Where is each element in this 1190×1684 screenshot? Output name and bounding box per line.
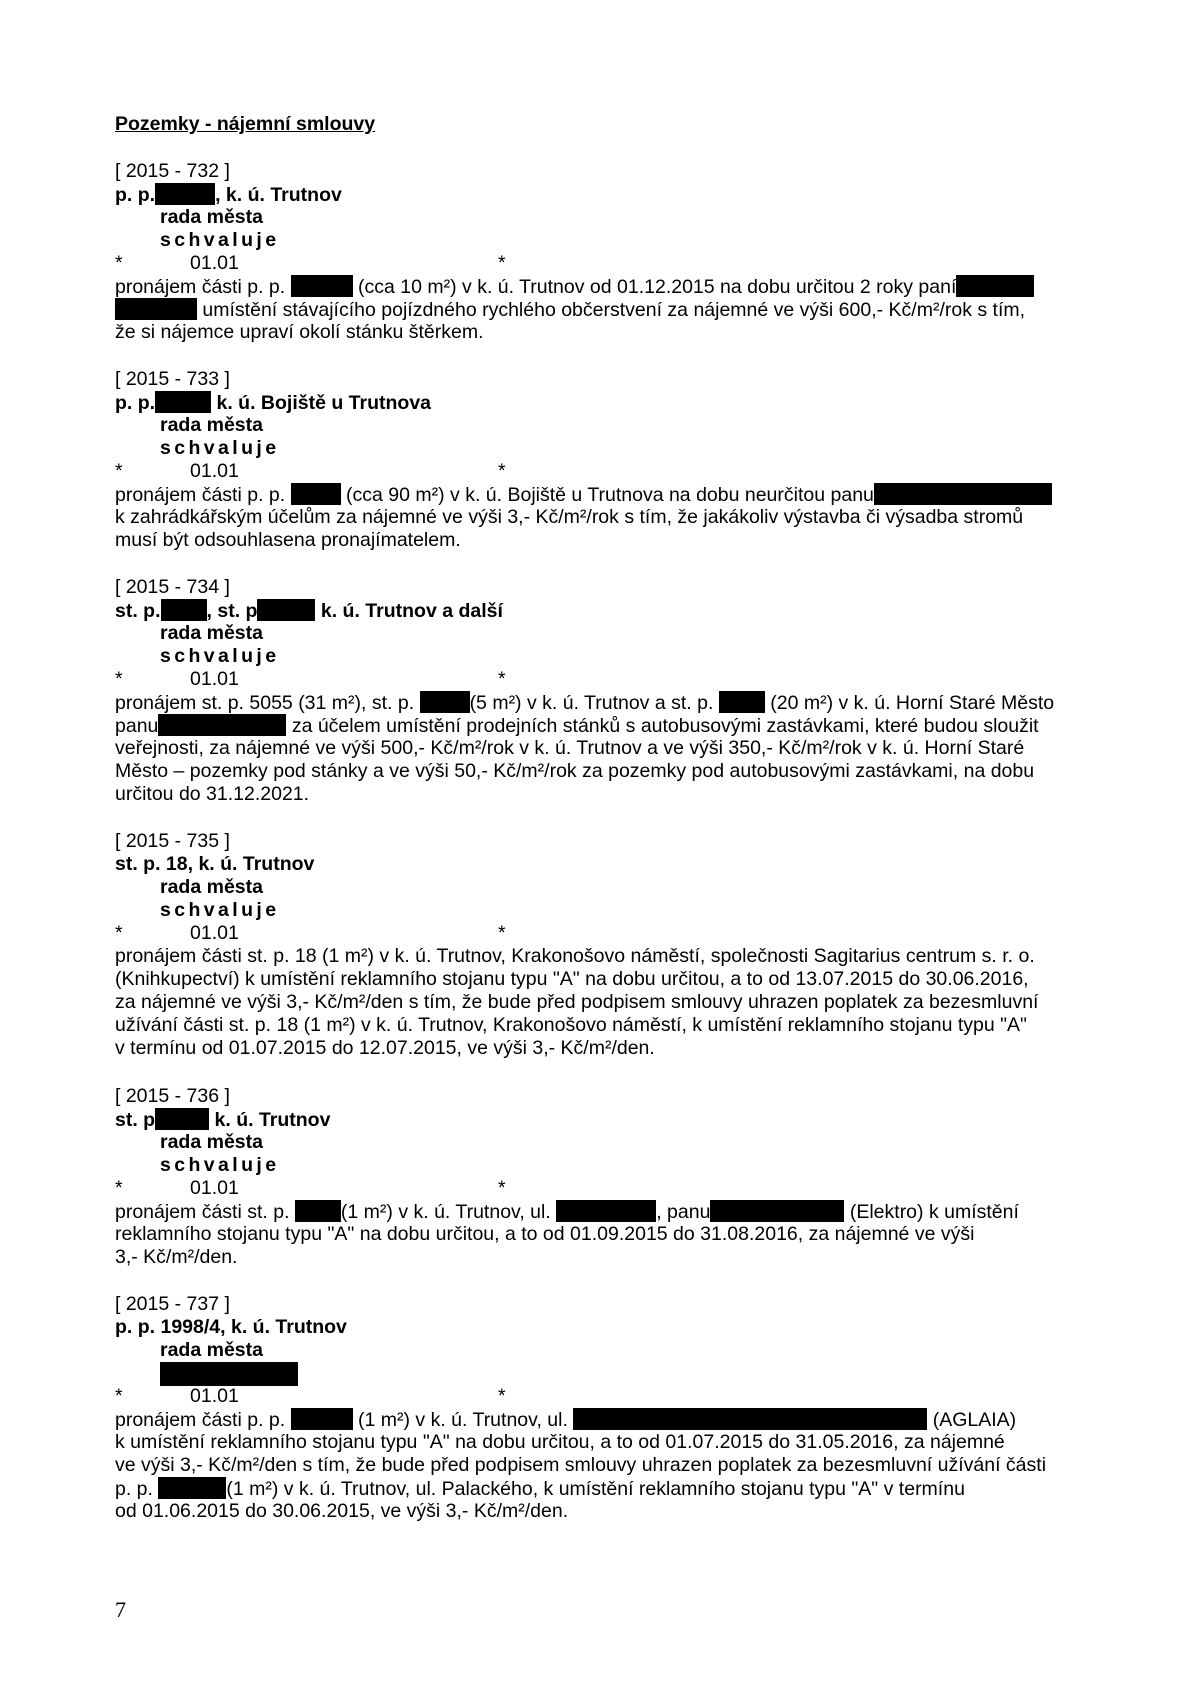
item-number-row: * 01.01 * — [115, 668, 506, 690]
resolution-text: pronájem části p. p. (cca 90 m²) v k. ú. Bojiště u Trutnova na dobu neurčitou panu k zahrádkářským účelům za nájemné ve výši 3,- Kč/m²/rok s tím, že jakákoliv výstavba či výsadba stromů musí být odsouhlasena pronajímatelem. — [115, 483, 1090, 552]
redaction — [291, 483, 341, 505]
item-number-row: * 01.01 * — [115, 460, 506, 482]
redaction — [155, 391, 211, 413]
resolution-text: pronájem části p. p. (1 m²) v k. ú. Trutnov, ul. (AGLAIA) k umístění reklamního stojanu typu "A" na dobu určitou, a to od 01.07.2015 do 31.05.2016, za nájemné ve výši 3,- Kč/m²/den s tím, že bude před podpisem smlouvy uhrazen poplatek za bezesmluvní užívání části p. p. (1 m²) v k. ú. Trutnov, ul. Palackého, k umístění reklamního stojanu typu "A" v termínu od 01.06.2015 do 30.06.2015, ve výši 3,- Kč/m²/den. — [115, 1409, 1047, 1522]
resolution-entry-734 — [115, 576, 1090, 806]
redaction — [874, 483, 1052, 505]
redaction — [719, 691, 765, 713]
resolution-ref: [ 2015 - 732 ] — [115, 160, 230, 182]
council-label: rada města — [160, 414, 263, 436]
resolution-ref: [ 2015 - 733 ] — [115, 368, 230, 390]
redaction — [115, 298, 197, 320]
item-number-row: * 01.01 * — [115, 922, 506, 944]
resolution-subject: p. p. k. ú. Bojiště u Trutnova — [115, 392, 432, 414]
redacted-line — [115, 1362, 1090, 1385]
redaction — [710, 1200, 844, 1222]
approves-label: schvaluje — [160, 229, 280, 251]
resolution-ref: [ 2015 - 737 ] — [115, 1293, 230, 1315]
resolution-entry-732 — [115, 160, 1090, 344]
resolution-text: pronájem části p. p. (cca 10 m²) v k. ú. Trutnov od 01.12.2015 na dobu určitou 2 roky paní umístění stávajícího pojízdného rychlého občerstvení za nájemné ve výši 600,- Kč/m²/rok s tím, že si nájemce upraví okolí stánku štěrkem. — [115, 275, 1090, 344]
resolution-subject: p. p. , k. ú. Trutnov — [115, 184, 342, 206]
redaction — [257, 599, 315, 621]
council-label: rada města — [160, 622, 263, 644]
approves-label: schvaluje — [160, 1154, 280, 1176]
council-label: rada města — [160, 1131, 263, 1153]
council-label: rada města — [160, 876, 263, 898]
redaction — [291, 275, 353, 297]
redaction — [573, 1408, 927, 1430]
resolution-entry-737 — [115, 1293, 1090, 1523]
section-heading: Pozemky - nájemní smlouvy — [115, 113, 376, 135]
approves-label: schvaluje — [160, 899, 280, 921]
resolution-entry-735 — [115, 830, 1090, 1060]
resolution-ref: [ 2015 - 736 ] — [115, 1085, 230, 1107]
redaction — [956, 275, 1034, 297]
redaction — [295, 1200, 341, 1222]
redaction — [160, 1362, 298, 1386]
resolution-entry-736 — [115, 1085, 1090, 1269]
resolution-ref: [ 2015 - 735 ] — [115, 830, 230, 852]
resolution-ref: [ 2015 - 734 ] — [115, 576, 230, 598]
redaction — [420, 691, 470, 713]
council-label: rada města — [160, 1339, 263, 1361]
item-number-row: * 01.01 * — [115, 1177, 506, 1199]
redaction — [158, 714, 286, 736]
redaction — [155, 183, 215, 205]
redaction — [161, 599, 207, 621]
resolution-subject: st. p. , st. p k. ú. Trutnov a další — [115, 600, 503, 622]
resolution-text: pronájem st. p. 5055 (31 m²), st. p. (5 m²) v k. ú. Trutnov a st. p. (20 m²) v k. ú. Horní Staré Město panu za účelem umístění prodejních stánků s autobusovými zastávkami, které budou sloužit veřejnosti, za nájemné ve výši 500,- Kč/m²/rok v k. ú. Trutnov a ve výši 350,- Kč/m²/rok v k. ú. Horní Staré Město – pozemky pod stánky a ve výši 50,- Kč/m²/rok za pozemky pod autobusovými zastávkami, na dobu určitou do 31.12.2021. — [115, 692, 1055, 805]
redaction — [155, 1108, 209, 1130]
approves-label: schvaluje — [160, 645, 280, 667]
resolution-text: pronájem části st. p. (1 m²) v k. ú. Trutnov, ul. , panu (Elektro) k umístění reklamního stojanu typu "A" na dobu určitou, a to od 01.09.2015 do 31.08.2016, za nájemné ve výši 3,- Kč/m²/den. — [115, 1201, 1019, 1268]
redaction — [158, 1477, 226, 1499]
item-number-row: * 01.01 * — [115, 252, 506, 274]
resolution-subject: p. p. 1998/4, k. ú. Trutnov — [115, 1316, 347, 1338]
redaction — [556, 1200, 656, 1222]
resolution-text: pronájem části st. p. 18 (1 m²) v k. ú. Trutnov, Krakonošovo náměstí, společnosti Sagitarius centrum s. r. o. (Knihkupectví) k umístění reklamního stojanu typu "A" na dobu určitou, a to od 13.07.2015 do 30.06.2016, za nájemné ve výši 3,- Kč/m²/den s tím, že bude před podpisem smlouvy uhrazen poplatek za bezesmluvní užívání části st. p. 18 (1 m²) v k. ú. Trutnov, Krakonošovo náměstí, k umístění reklamního stojanu typu "A" v termínu od 01.07.2015 do 12.07.2015, ve výši 3,- Kč/m²/den. — [115, 945, 1039, 1059]
resolution-subject: st. p. 18, k. ú. Trutnov — [115, 853, 315, 875]
resolution-subject: st. p k. ú. Trutnov — [115, 1109, 331, 1131]
redaction — [291, 1408, 353, 1430]
resolution-entry-733 — [115, 368, 1090, 552]
item-number-row: * 01.01 * — [115, 1385, 506, 1407]
council-label: rada města — [160, 206, 263, 228]
page-number: 7 — [115, 1597, 126, 1622]
approves-label: schvaluje — [160, 437, 280, 459]
